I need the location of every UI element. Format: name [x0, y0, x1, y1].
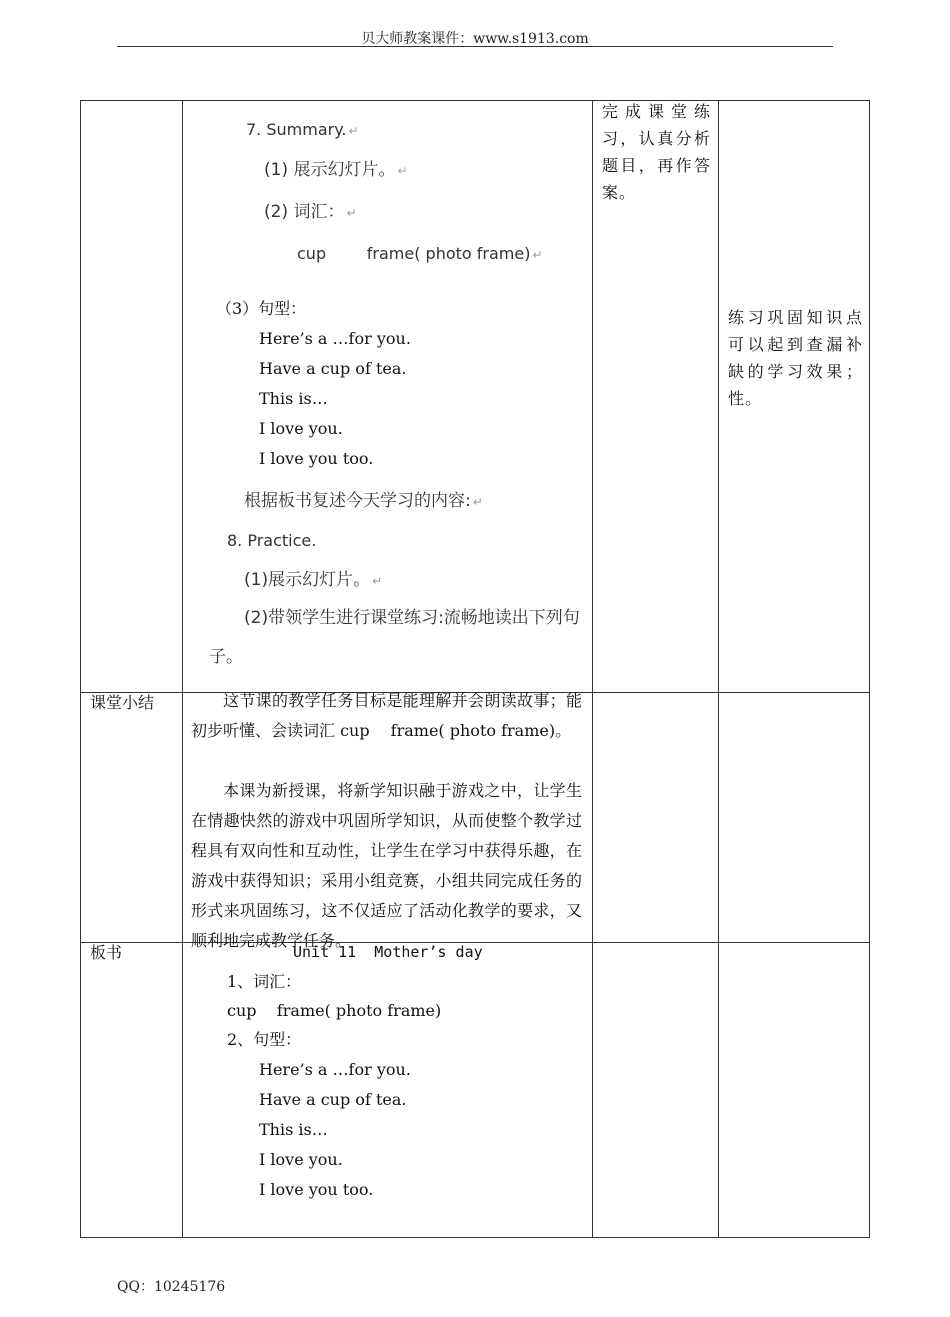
design-intent: 练习巩固知识点可以起到查漏补缺的学习效果；性。: [728, 308, 863, 408]
student-activity: 完成课堂练习，认真分析题目，再作答案。: [602, 102, 711, 202]
blackboard-title: Unit 11 Mother’s day: [293, 943, 483, 961]
retell-instruction: 根据板书复述今天学习的内容: ↵: [244, 491, 483, 511]
page-header: 贝大师教案课件：www.s1913.com: [361, 31, 589, 47]
summary-title: 7. Summary. ↵: [246, 120, 359, 139]
blackboard-pattern-line: I love you.: [259, 1150, 343, 1169]
summary-item-2: (2) 词汇： ↵: [264, 202, 357, 222]
summary-paragraph-2: 本课为新授课，将新学知识融于游戏之中，让学生在情趣快然的游戏中巩固所学知识，从而使整个教学过程具有双向性和互动性，让学生在学习中获得乐趣，在游戏中获得知识；采用小组竞赛，小组共同完成任务的形式来巩固练习，这不仅适应了活动化教学的要求，又顺利地完成教学任务。: [191, 781, 582, 950]
pattern-label: （3）句型：: [216, 299, 307, 318]
blackboard-pattern-line: Have a cup of tea.: [259, 1090, 407, 1109]
pattern-line: Here’s a …for you.: [259, 329, 411, 348]
summary-vocab: cup frame( photo frame) ↵: [297, 244, 543, 263]
practice-item-2: (2)带领学生进行课堂练习:流畅地读出下列句: [244, 608, 580, 628]
pattern-line: This is…: [259, 389, 328, 408]
col-divider-1: [182, 101, 183, 1237]
col-divider-2: [592, 101, 593, 1237]
blackboard-pattern-line: This is…: [259, 1120, 328, 1139]
summary-item-1: (1) 展示幻灯片。 ↵: [264, 160, 408, 180]
blackboard-pattern-label: 2、句型：: [227, 1030, 302, 1049]
summary-paragraph-1: 这节课的教学任务目标是能理解并会朗读故事；能初步听懂、会读词汇 cup frame( photo frame)。: [191, 691, 582, 740]
row-label-summary: 课堂小结: [90, 693, 155, 712]
practice-title: 8. Practice.: [227, 531, 317, 550]
practice-item-1: (1)展示幻灯片。 ↵: [244, 570, 383, 590]
blackboard-vocab: cup frame( photo frame): [227, 1001, 442, 1020]
header-rule: [117, 46, 833, 47]
pattern-line: Have a cup of tea.: [259, 359, 407, 378]
pattern-line: I love you too.: [259, 449, 374, 468]
row-label-blackboard: 板书: [90, 943, 123, 962]
pattern-line: I love you.: [259, 419, 343, 438]
blackboard-pattern-line: Here’s a …for you.: [259, 1060, 411, 1079]
page-footer: QQ：10245176: [117, 1279, 226, 1295]
practice-item-2-continued: 子。: [209, 647, 243, 667]
blackboard-vocab-label: 1、词汇：: [227, 972, 302, 991]
blackboard-pattern-line: I love you too.: [259, 1180, 374, 1199]
col-divider-3: [718, 101, 719, 1237]
lesson-plan-table: [80, 100, 870, 1238]
